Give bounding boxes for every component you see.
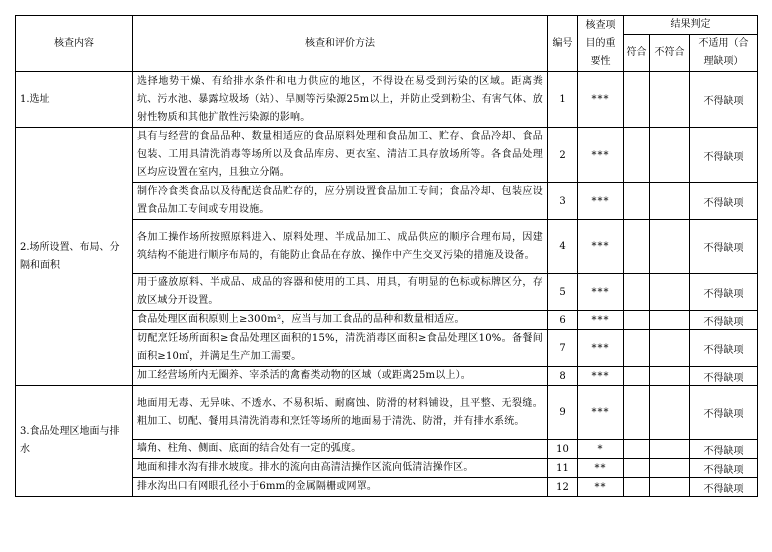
number-cell: 5 xyxy=(548,274,578,311)
method-cell: 切配烹饪场所面积≥食品处理区面积的15%，清洗消毒区面积≥食品处理区10%。备餐间面积≥10㎡，并满足生产加工需要。 xyxy=(133,330,548,367)
nonconform-cell[interactable] xyxy=(650,311,690,330)
conform-cell[interactable] xyxy=(624,459,650,478)
conform-cell[interactable] xyxy=(624,440,650,459)
number-cell: 11 xyxy=(548,459,578,478)
na-cell: 不得缺项 xyxy=(690,128,758,183)
conform-cell[interactable] xyxy=(624,330,650,367)
category-cell: 3.食品处理区地面与排水 xyxy=(16,386,133,497)
na-cell: 不得缺项 xyxy=(690,386,758,440)
table-row xyxy=(16,386,758,440)
nonconform-cell[interactable] xyxy=(650,367,690,386)
nonconform-cell[interactable] xyxy=(650,440,690,459)
importance-cell: *** xyxy=(578,220,624,274)
importance-cell: * xyxy=(578,440,624,459)
importance-cell: *** xyxy=(578,367,624,386)
conform-cell[interactable] xyxy=(624,386,650,440)
importance-cell: ** xyxy=(578,459,624,478)
inspection-table xyxy=(15,15,758,497)
method-cell: 用于盛放原料、半成品、成品的容器和使用的工具、用具，有明显的色标或标牌区分，存放区域分开设置。 xyxy=(133,274,548,311)
na-cell: 不得缺项 xyxy=(690,330,758,367)
importance-cell: *** xyxy=(578,274,624,311)
na-cell: 不得缺项 xyxy=(690,440,758,459)
importance-cell: *** xyxy=(578,183,624,220)
nonconform-cell[interactable] xyxy=(650,459,690,478)
number-cell: 6 xyxy=(548,311,578,330)
category-cell: 1.选址 xyxy=(16,72,133,128)
header-content: 核查内容 xyxy=(16,16,133,72)
conform-cell[interactable] xyxy=(624,220,650,274)
method-cell: 加工经营场所内无圈养、宰杀活的禽畜类动物的区域（或距离25m以上）。 xyxy=(133,367,548,386)
importance-cell: *** xyxy=(578,311,624,330)
header-conform: 符合 xyxy=(624,35,650,72)
importance-cell: *** xyxy=(578,128,624,183)
na-cell: 不得缺项 xyxy=(690,274,758,311)
conform-cell[interactable] xyxy=(624,367,650,386)
number-cell: 7 xyxy=(548,330,578,367)
method-cell: 地面用无毒、无异味、不透水、不易积垢、耐腐蚀、防滑的材料铺设，且平整、无裂缝。粗加工、切配、餐用具清洗消毒和烹饪等场所的地面易于清洗、防滑，并有排水系统。 xyxy=(133,386,548,440)
conform-cell[interactable] xyxy=(624,72,650,128)
number-cell: 3 xyxy=(548,183,578,220)
nonconform-cell[interactable] xyxy=(650,128,690,183)
header-importance: 核查项目的重要性 xyxy=(578,16,624,72)
header-na: 不适用（合理缺项） xyxy=(690,35,758,72)
number-cell: 1 xyxy=(548,72,578,128)
na-cell: 不得缺项 xyxy=(690,367,758,386)
na-cell: 不得缺项 xyxy=(690,220,758,274)
method-cell: 具有与经营的食品品种、数量相适应的食品原料处理和食品加工、贮存、食品冷却、食品包装、工用具清洗消毒等场所以及食品库房、更衣室、清洁工具存放场所等。各食品处理区均应设置在室内，且独立分隔。 xyxy=(133,128,548,183)
category-cell: 2.场所设置、布局、分隔和面积 xyxy=(16,128,133,386)
conform-cell[interactable] xyxy=(624,311,650,330)
na-cell: 不得缺项 xyxy=(690,311,758,330)
table-row xyxy=(16,128,758,183)
number-cell: 12 xyxy=(548,478,578,497)
method-cell: 食品处理区面积原则上≥300m²，应当与加工食品的品种和数量相适应。 xyxy=(133,311,548,330)
importance-cell: *** xyxy=(578,330,624,367)
method-cell: 墙角、柱角、侧面、底面的结合处有一定的弧度。 xyxy=(133,440,548,459)
header-number: 编号 xyxy=(548,16,578,72)
nonconform-cell[interactable] xyxy=(650,220,690,274)
method-cell: 选择地势干燥、有给排水条件和电力供应的地区，不得设在易受到污染的区域。距离粪坑、污水池、暴露垃圾场（站）、旱厕等污染源25m以上，并防止受到粉尘、有害气体、放射性物质和其他扩散性污染源的影响。 xyxy=(133,72,548,128)
header-method: 核查和评价方法 xyxy=(133,16,548,72)
na-cell: 不得缺项 xyxy=(690,478,758,497)
nonconform-cell[interactable] xyxy=(650,330,690,367)
nonconform-cell[interactable] xyxy=(650,478,690,497)
method-cell: 各加工操作场所按照原料进入、原料处理、半成品加工、成品供应的顺序合理布局，因建筑结构不能进行顺序布局的，有能防止食品在存放、操作中产生交叉污染的措施及设备。 xyxy=(133,220,548,274)
importance-cell: *** xyxy=(578,386,624,440)
inspection-document xyxy=(15,15,757,497)
number-cell: 9 xyxy=(548,386,578,440)
na-cell: 不得缺项 xyxy=(690,72,758,128)
importance-cell: *** xyxy=(578,72,624,128)
number-cell: 8 xyxy=(548,367,578,386)
method-cell: 排水沟出口有网眼孔径小于6mm的金属隔栅或网罩。 xyxy=(133,478,548,497)
nonconform-cell[interactable] xyxy=(650,183,690,220)
number-cell: 2 xyxy=(548,128,578,183)
header-nonconform: 不符合 xyxy=(650,35,690,72)
method-cell: 制作冷食类食品以及待配送食品贮存的，应分别设置食品加工专间；食品冷却、包装应设置食品加工专间或专用设施。 xyxy=(133,183,548,220)
conform-cell[interactable] xyxy=(624,183,650,220)
importance-cell: ** xyxy=(578,478,624,497)
na-cell: 不得缺项 xyxy=(690,183,758,220)
method-cell: 地面和排水沟有排水坡度。排水的流向由高清洁操作区流向低清洁操作区。 xyxy=(133,459,548,478)
nonconform-cell[interactable] xyxy=(650,274,690,311)
nonconform-cell[interactable] xyxy=(650,386,690,440)
nonconform-cell[interactable] xyxy=(650,72,690,128)
conform-cell[interactable] xyxy=(624,128,650,183)
conform-cell[interactable] xyxy=(624,478,650,497)
number-cell: 10 xyxy=(548,440,578,459)
conform-cell[interactable] xyxy=(624,274,650,311)
table-row xyxy=(16,72,758,128)
header-result: 结果判定 xyxy=(624,16,758,35)
number-cell: 4 xyxy=(548,220,578,274)
na-cell: 不得缺项 xyxy=(690,459,758,478)
